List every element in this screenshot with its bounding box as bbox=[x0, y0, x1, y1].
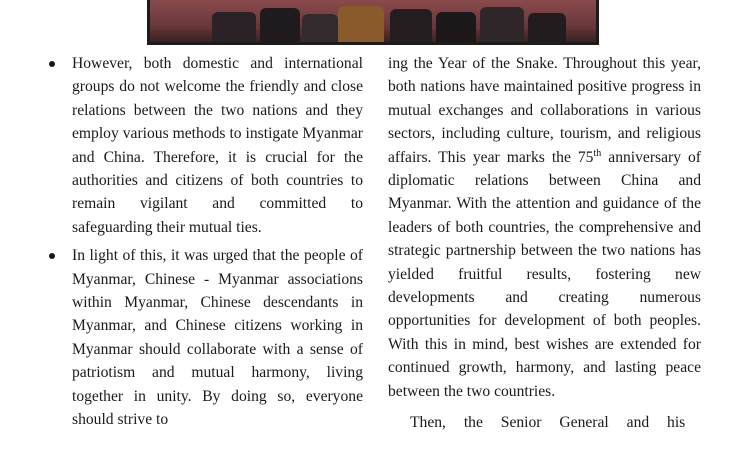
bullet-dot-icon bbox=[49, 61, 55, 67]
paragraph-text: anniversary of diplomatic relations between China and Myanmar. With the attention and guidance of the leaders of both countries, the comprehensive and strategic partnership between the two nations has yielded fruitful results, fostering new developments and creating numerous opportunities for development of both peoples. With this in mind, best wishes are extended for continued growth, harmony, and lasting peace between the two countries. bbox=[388, 148, 701, 400]
body-paragraph: Then, the Senior General and his bbox=[410, 414, 686, 432]
photo-figure bbox=[528, 13, 566, 42]
paragraph-text: ing the Year of the Snake. Throughout this year, both nations have maintained positive progress in mutual exchanges and collaborations in various sectors, including culture, tourism, and religious affairs. This year marks the 75 bbox=[388, 55, 701, 166]
left-column bbox=[40, 52, 363, 437]
photo-figure-monk bbox=[338, 6, 384, 42]
right-column bbox=[388, 52, 701, 435]
photo-figure bbox=[480, 7, 524, 42]
bullet-text: In light of this, it was urged that the people of Myanmar, Chinese - Myanmar associations within Myanmar, Chinese descendants in Myanmar, and Chinese citizens working in Myanmar should collaborate with a sense of patriotism and mutual harmony, living together in unity. By doing so, everyone should strive to bbox=[72, 247, 363, 429]
photo-figure bbox=[436, 12, 476, 42]
photo-figure bbox=[390, 9, 432, 42]
bullet-dot-icon bbox=[49, 253, 55, 259]
photo-figure bbox=[212, 12, 256, 42]
photo-figure bbox=[302, 14, 338, 42]
bullet-item bbox=[40, 52, 363, 239]
group-photo bbox=[147, 0, 599, 45]
photo-figure bbox=[260, 8, 300, 42]
bullet-list bbox=[40, 52, 363, 432]
bullet-text: However, both domestic and international groups do not welcome the friendly and close relations between the two nations and they employ various methods to instigate Myanmar and China. Therefore, it is crucial for the authorities and citizens of both countries to remain vigilant and committed to safeguarding their mutual ties. bbox=[72, 55, 363, 236]
bullet-item bbox=[40, 244, 363, 431]
ordinal-suffix: th bbox=[593, 147, 602, 159]
body-paragraph bbox=[388, 52, 701, 403]
